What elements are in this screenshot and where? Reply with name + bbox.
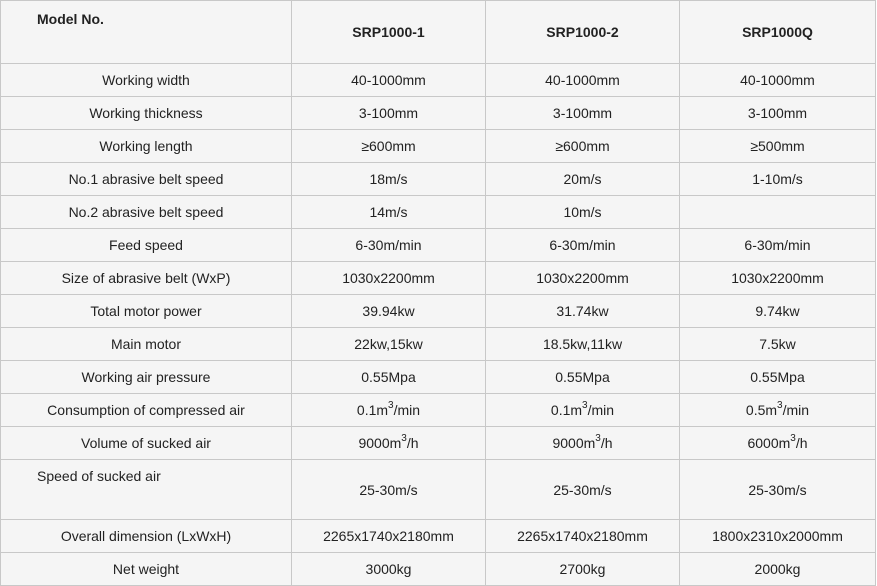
cell-value: [680, 196, 876, 229]
row-label: Working length: [1, 130, 292, 163]
cell-value: 25-30m/s: [486, 460, 680, 520]
cell-value: 6-30m/min: [486, 229, 680, 262]
row-label: No.1 abrasive belt speed: [1, 163, 292, 196]
cell-value: 20m/s: [486, 163, 680, 196]
cell-value: ≥600mm: [292, 130, 486, 163]
cell-value: 6-30m/min: [292, 229, 486, 262]
cell-value: 1800x2310x2000mm: [680, 520, 876, 553]
row-label: Speed of sucked air: [1, 460, 292, 520]
cell-value: 22kw,15kw: [292, 328, 486, 361]
table-row: [1, 163, 876, 196]
model-no-label: Model No.: [1, 1, 292, 64]
cell-value: ≥600mm: [486, 130, 680, 163]
row-label: Working thickness: [1, 97, 292, 130]
model-name: SRP1000-2: [486, 1, 680, 64]
row-label: Volume of sucked air: [1, 427, 292, 460]
cell-value: 0.55Mpa: [486, 361, 680, 394]
table-row: [1, 229, 876, 262]
cell-value: 7.5kw: [680, 328, 876, 361]
cell-value: 18m/s: [292, 163, 486, 196]
cell-value: 3000kg: [292, 553, 486, 586]
table-row: [1, 262, 876, 295]
header-row: [1, 1, 876, 64]
table-row: [1, 196, 876, 229]
cell-value: 2265x1740x2180mm: [292, 520, 486, 553]
cell-value: 0.55Mpa: [292, 361, 486, 394]
table-row: [1, 64, 876, 97]
cell-value: 1030x2200mm: [292, 262, 486, 295]
table-row: [1, 460, 876, 520]
row-label: Overall dimension (LxWxH): [1, 520, 292, 553]
table-row: [1, 295, 876, 328]
cell-value: 1030x2200mm: [486, 262, 680, 295]
row-label: No.2 abrasive belt speed: [1, 196, 292, 229]
row-label: Consumption of compressed air: [1, 394, 292, 427]
row-label: Main motor: [1, 328, 292, 361]
cell-value: 31.74kw: [486, 295, 680, 328]
cell-value: ≥500mm: [680, 130, 876, 163]
cell-value: 40-1000mm: [292, 64, 486, 97]
cell-value: $0.1m^3/\min$: [292, 394, 486, 427]
cell-value: 3-100mm: [680, 97, 876, 130]
model-name: SRP1000Q: [680, 1, 876, 64]
table-row: [1, 130, 876, 163]
cell-value: 25-30m/s: [680, 460, 876, 520]
cell-value: $9000m^3/h$: [486, 427, 680, 460]
table-row: [1, 427, 876, 460]
cell-value: 14m/s: [292, 196, 486, 229]
row-label: Size of abrasive belt (WxP): [1, 262, 292, 295]
cell-value: 0.55Mpa: [680, 361, 876, 394]
row-label: Net weight: [1, 553, 292, 586]
cell-value: 2000kg: [680, 553, 876, 586]
row-label: Feed speed: [1, 229, 292, 262]
cell-value: 40-1000mm: [680, 64, 876, 97]
row-label: Working width: [1, 64, 292, 97]
cell-value: 1030x2200mm: [680, 262, 876, 295]
cell-value: 2700kg: [486, 553, 680, 586]
table-row: [1, 553, 876, 586]
model-name: SRP1000-1: [292, 1, 486, 64]
cell-value: 9.74kw: [680, 295, 876, 328]
table-row: [1, 520, 876, 553]
row-label: Working air pressure: [1, 361, 292, 394]
cell-value: 3-100mm: [486, 97, 680, 130]
cell-value: 39.94kw: [292, 295, 486, 328]
cell-value: 1-10m/s: [680, 163, 876, 196]
row-label: Total motor power: [1, 295, 292, 328]
cell-value: 18.5kw,11kw: [486, 328, 680, 361]
cell-value: 3-100mm: [292, 97, 486, 130]
cell-value: $9000m^3/h$: [292, 427, 486, 460]
table-row: [1, 361, 876, 394]
cell-value: 10m/s: [486, 196, 680, 229]
table-row: [1, 328, 876, 361]
cell-value: 25-30m/s: [292, 460, 486, 520]
cell-value: 40-1000mm: [486, 64, 680, 97]
table-row: [1, 97, 876, 130]
cell-value: 6-30m/min: [680, 229, 876, 262]
cell-value: $0.1m^3/\min$: [486, 394, 680, 427]
cell-value: $0.5m^3/\min$: [680, 394, 876, 427]
table-row: [1, 394, 876, 427]
cell-value: $6000m^3/h$: [680, 427, 876, 460]
cell-value: 2265x1740x2180mm: [486, 520, 680, 553]
